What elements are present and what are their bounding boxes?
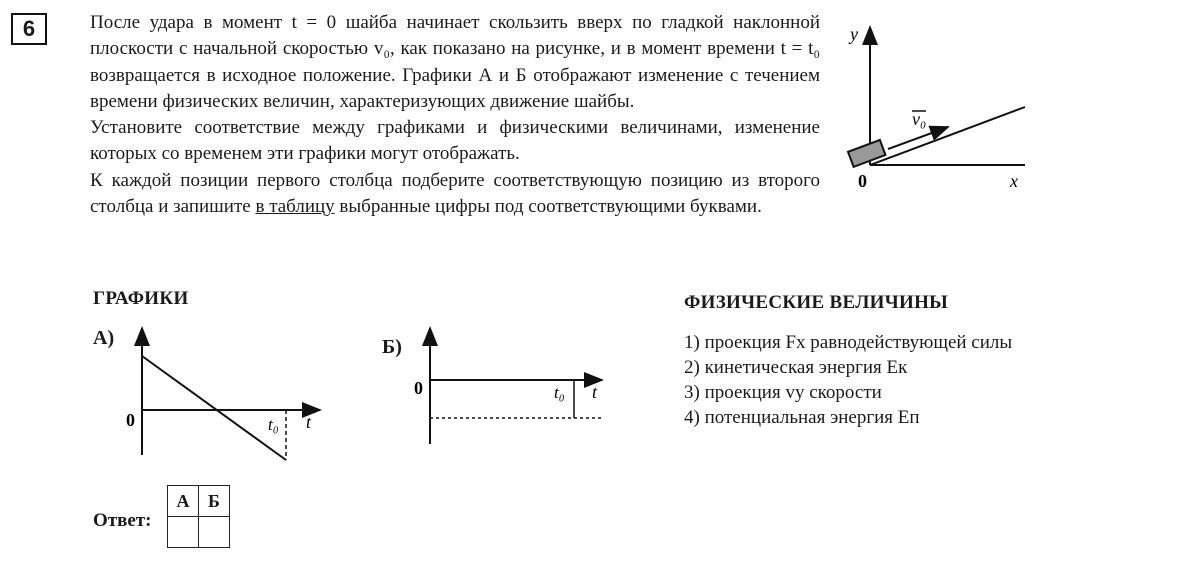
x-axis-label: x bbox=[1010, 171, 1018, 191]
problem-text bbox=[90, 10, 820, 220]
inclined-plane-diagram bbox=[840, 15, 1040, 195]
problem-paragraph-2: Установите соответствие между графиками и физическими величинами, изменение которых со временем эти графики могут отображать. bbox=[90, 117, 820, 165]
quantity-item: 2) кинетическая энергия Eк bbox=[684, 357, 908, 378]
answer-label: Ответ: bbox=[93, 510, 152, 531]
graph-a bbox=[120, 320, 330, 470]
graph-a-t0-label: t₀ bbox=[268, 415, 279, 434]
problem-paragraph-1: После удара в момент t = 0 шайба начинает скользить вверх по гладкой наклонной плоскости с начальной скоростью v₀, как показано на рисунке, и в момент времени t = t₀ возвращается в исходное положение. Графики А и Б отображают изменение с течением времени физических величин, характеризующих движение шайбы. bbox=[90, 12, 820, 112]
graph-a-origin: 0 bbox=[126, 410, 135, 430]
answer-cell-a[interactable] bbox=[168, 517, 199, 548]
graph-b-t-label: t bbox=[592, 382, 598, 402]
quantity-item: 3) проекция vy скорости bbox=[684, 382, 882, 403]
velocity-arrow bbox=[888, 127, 948, 149]
y-axis-label: y bbox=[850, 24, 858, 44]
velocity-label: v₀ bbox=[912, 109, 927, 129]
puck bbox=[848, 140, 885, 167]
quantities-list bbox=[684, 330, 1044, 430]
graph-a-plot-line bbox=[142, 356, 286, 460]
answer-col-a: А bbox=[168, 486, 199, 517]
answer-cell-b[interactable] bbox=[199, 517, 230, 548]
problem-paragraph-3-end: выбранные цифры под соответствующими буквами. bbox=[334, 196, 762, 218]
quantity-item: 4) потенциальная энергия Eп bbox=[684, 407, 920, 428]
diagram-origin-label: 0 bbox=[858, 171, 867, 191]
problem-paragraph-3-start: К каждой позиции первого столбца подберите соответствующую позицию из второго столбца и запишите bbox=[90, 169, 820, 218]
quantity-item: 1) проекция Fx равнодействующей силы bbox=[684, 332, 1013, 353]
table-reference: в таблицу bbox=[255, 196, 335, 218]
graphs-heading: ГРАФИКИ bbox=[93, 288, 189, 309]
problem-paragraph-3 bbox=[90, 168, 820, 221]
answer-col-b: Б bbox=[199, 486, 230, 517]
quantities-heading: ФИЗИЧЕСКИЕ ВЕЛИЧИНЫ bbox=[684, 292, 949, 313]
graph-b-t0-label: t₀ bbox=[554, 383, 565, 402]
graph-a-t-label: t bbox=[306, 412, 312, 432]
graph-b bbox=[412, 322, 612, 452]
graph-a-label: А) bbox=[93, 327, 115, 349]
graph-b-label: Б) bbox=[382, 336, 402, 358]
graph-b-origin: 0 bbox=[414, 378, 423, 398]
answer-table bbox=[167, 485, 230, 548]
incline-surface bbox=[870, 107, 1025, 165]
task-number: 6 bbox=[11, 13, 47, 45]
